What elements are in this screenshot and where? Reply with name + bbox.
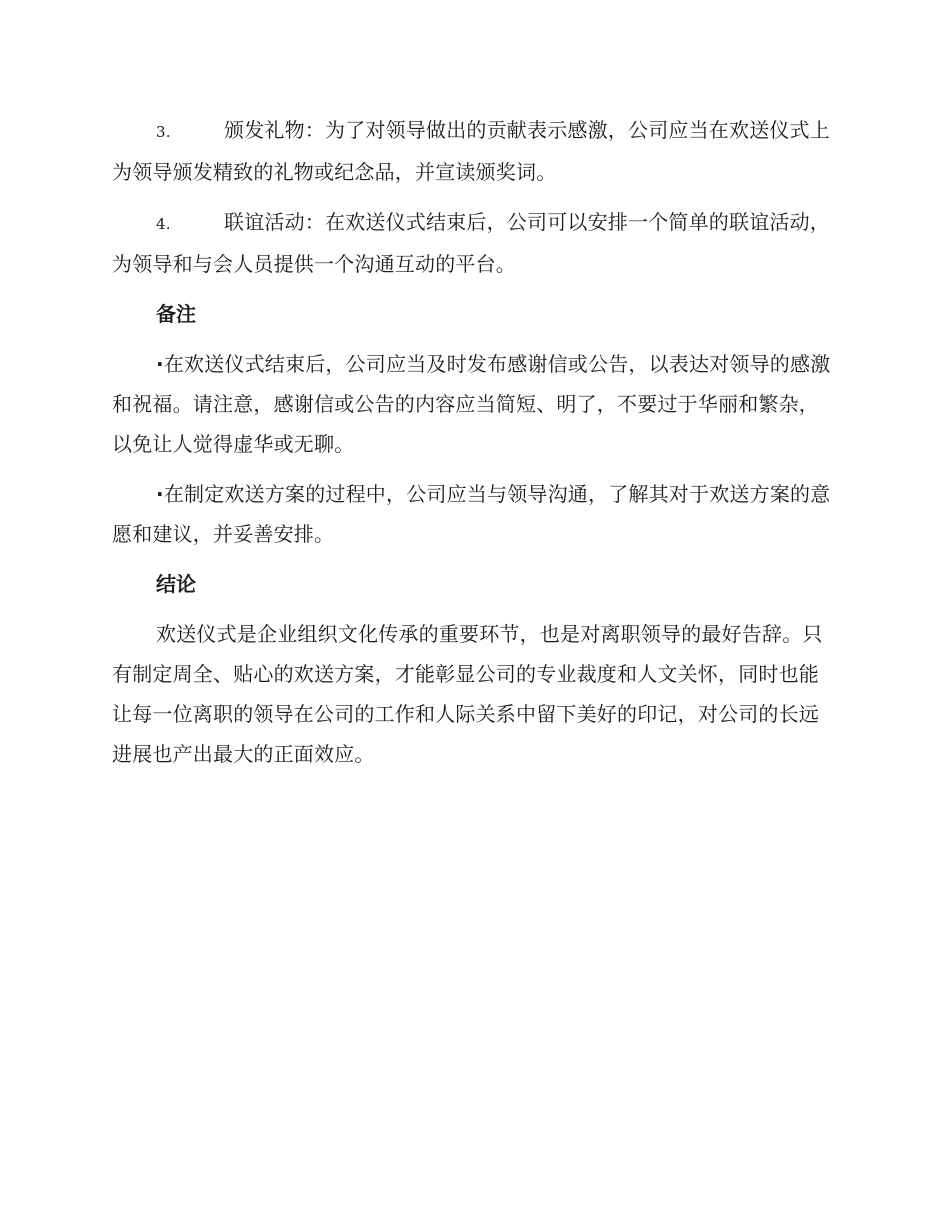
bullet-dot: · <box>156 482 164 506</box>
note-item <box>112 344 834 464</box>
document-body <box>112 110 834 784</box>
list-item-text: 联谊活动：在欢送仪式结束后，公司可以安排一个简单的联谊活动，为领导和与会人员提供一个沟通互动的平台。 <box>112 210 830 276</box>
list-number: 4. <box>156 215 171 233</box>
list-item-social-activity <box>112 202 834 284</box>
bullet-dot: · <box>156 352 164 376</box>
list-item-text: 颁发礼物：为了对领导做出的贡献表示感激，公司应当在欢送仪式上为领导颁发精致的礼物或纪念品，并宣读颁奖词。 <box>112 118 830 184</box>
list-item-gift <box>112 110 834 192</box>
conclusion-paragraph: 欢送仪式是企业组织文化传承的重要环节，也是对离职领导的最好告辞。只有制定周全、贴心的欢送方案，才能彰显公司的专业裁度和人文关怀，同时也能让每一位离职的领导在公司的工作和人际关系中留下美好的印记，对公司的长远进展也产出最大的正面效应。 <box>112 622 823 766</box>
list-number: 3. <box>156 123 171 141</box>
note-text: 在制定欢送方案的过程中，公司应当与领导沟通，了解其对于欢送方案的意愿和建议，并妥善安排。 <box>112 482 831 546</box>
note-item <box>112 474 834 554</box>
conclusion-heading: 结论 <box>156 572 196 596</box>
notes-heading: 备注 <box>156 302 196 326</box>
note-text: 在欢送仪式结束后，公司应当及时发布感谢信或公告，以表达对领导的感激和祝福。请注意，感谢信或公告的内容应当简短、明了，不要过于华丽和繁杂，以免让人觉得虚华或无聊。 <box>112 352 831 456</box>
